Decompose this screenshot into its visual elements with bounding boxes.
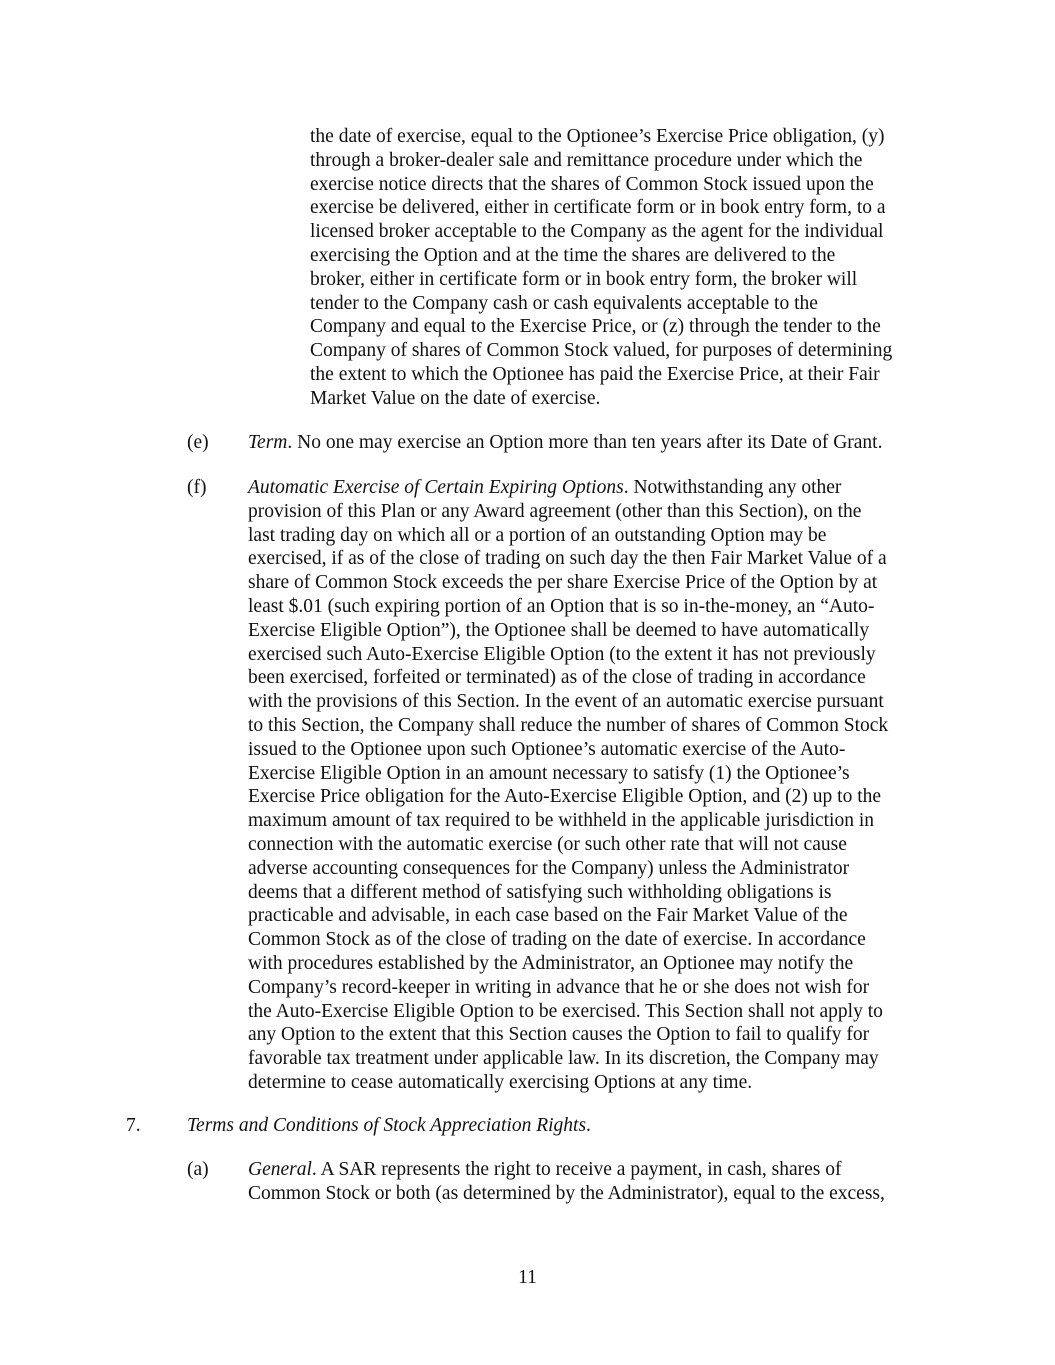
- paragraph-line: tender to the Company cash or cash equivalents acceptable to the: [310, 292, 818, 314]
- paragraph-line: with procedures established by the Administrator, an Optionee may notify the: [248, 952, 854, 974]
- section-7a-first-text: . A SAR represents the right to receive a payment, in cash, shares of: [311, 1159, 842, 1180]
- section-7-heading-end: .: [586, 1115, 591, 1136]
- section-7a-paragraph: [248, 1158, 885, 1206]
- paragraph-line: Company of shares of Common Stock valued, for purposes of determining: [310, 340, 893, 362]
- section-7a-label: (a): [187, 1159, 209, 1180]
- paragraph-line: determine to cease automatically exercising Options at any time.: [248, 1071, 753, 1093]
- paragraph-line: least $.01 (such expiring portion of an Option that is so in-the-money, an “Auto-: [248, 595, 875, 617]
- paragraph-line: with the provisions of this Section. In the event of an automatic exercise pursuant: [248, 691, 884, 713]
- section-e-text: . No one may exercise an Option more than ten years after its Date of Grant.: [287, 432, 883, 453]
- paragraph-line: Common Stock as of the close of trading on the date of exercise. In accordance: [248, 929, 866, 951]
- page-number: 11: [518, 1267, 537, 1288]
- paragraph-line: share of Common Stock exceeds the per share Exercise Price of the Option by at: [248, 572, 878, 594]
- section-7-heading-line: [187, 1114, 591, 1138]
- paragraph-line: exercising the Option and at the time the shares are delivered to the: [310, 244, 836, 266]
- continuation-paragraph: [310, 125, 892, 411]
- paragraph-line: exercised, if as of the close of trading on such day the then Fair Market Value of a: [248, 548, 887, 570]
- section-f-label: (f): [187, 477, 207, 498]
- section-e-term: Term: [248, 432, 288, 453]
- paragraph-line: to this Section, the Company shall reduce the number of shares of Common Stock: [248, 714, 889, 736]
- paragraph-line: Company’s record-keeper in writing in advance that he or she does not wish for: [248, 976, 870, 998]
- paragraph-line: practicable and advisable, in each case based on the Fair Market Value of the: [248, 905, 848, 927]
- paragraph-line: through a broker-dealer sale and remittance procedure under which the: [310, 149, 863, 171]
- paragraph-line: issued to the Optionee upon such Optionee’s automatic exercise of the Auto-: [248, 738, 846, 760]
- paragraph-line: the date of exercise, equal to the Optionee’s Exercise Price obligation, (y): [310, 126, 885, 147]
- paragraph-line: adverse accounting consequences for the Company) unless the Administrator: [248, 857, 850, 879]
- paragraph-line: maximum amount of tax required to be withheld in the applicable jurisdiction in: [248, 810, 875, 832]
- section-e-line: [248, 431, 882, 455]
- paragraph-line: exercise be delivered, either in certificate form or in book entry form, to a: [310, 197, 886, 219]
- section-7-heading: [187, 1114, 591, 1138]
- paragraph-line: any Option to the extent that this Section causes the Option to fail to qualify for: [248, 1024, 870, 1046]
- paragraph-line: exercise notice directs that the shares of Common Stock issued upon the: [310, 173, 874, 195]
- section-f-first-text: . Notwithstanding any other: [623, 477, 842, 498]
- paragraph-line: Market Value on the date of exercise.: [310, 387, 601, 409]
- paragraph-line: the extent to which the Optionee has paid the Exercise Price, at their Fair: [310, 363, 880, 385]
- paragraph-line: exercised such Auto-Exercise Eligible Option (to the extent it has not previously: [248, 643, 876, 665]
- section-7-number: 7.: [126, 1115, 141, 1136]
- section-7-heading-text: Terms and Conditions of Stock Appreciation Rights: [187, 1115, 587, 1136]
- section-e-paragraph: [248, 431, 882, 455]
- section-f-paragraph: [248, 476, 888, 1095]
- paragraph-line: Exercise Eligible Option in an amount necessary to satisfy (1) the Optionee’s: [248, 762, 850, 784]
- section-e-label: (e): [187, 432, 209, 453]
- section-f-term: Automatic Exercise of Certain Expiring Options: [248, 477, 624, 498]
- paragraph-line: Company and equal to the Exercise Price, or (z) through the tender to the: [310, 316, 881, 338]
- paragraph-line: favorable tax treatment under applicable law. In its discretion, the Company may: [248, 1048, 879, 1070]
- section-7a-term: General: [248, 1159, 312, 1180]
- paragraph-line: Exercise Eligible Option”), the Optionee shall be deemed to have automatically: [248, 619, 870, 641]
- paragraph-line: broker, either in certificate form or in book entry form, the broker will: [310, 268, 858, 290]
- paragraph-line: been exercised, forfeited or terminated) as of the close of trading in accordance: [248, 667, 866, 689]
- section-f-first-line: [248, 476, 888, 500]
- paragraph-line: last trading day on which all or a portion of an outstanding Option may be: [248, 524, 827, 546]
- paragraph-line: deems that a different method of satisfying such withholding obligations is: [248, 881, 832, 903]
- paragraph-line: connection with the automatic exercise (or such other rate that will not cause: [248, 833, 847, 855]
- paragraph-line: provision of this Plan or any Award agreement (other than this Section), on the: [248, 500, 862, 522]
- paragraph-line: the Auto-Exercise Eligible Option to be exercised. This Section shall not apply to: [248, 1000, 883, 1022]
- paragraph-line: Common Stock or both (as determined by the Administrator), equal to the excess,: [248, 1182, 885, 1204]
- section-7a-first-line: [248, 1158, 885, 1182]
- paragraph-line: Exercise Price obligation for the Auto-Exercise Eligible Option, and (2) up to the: [248, 786, 882, 808]
- paragraph-line: licensed broker acceptable to the Company as the agent for the individual: [310, 221, 884, 243]
